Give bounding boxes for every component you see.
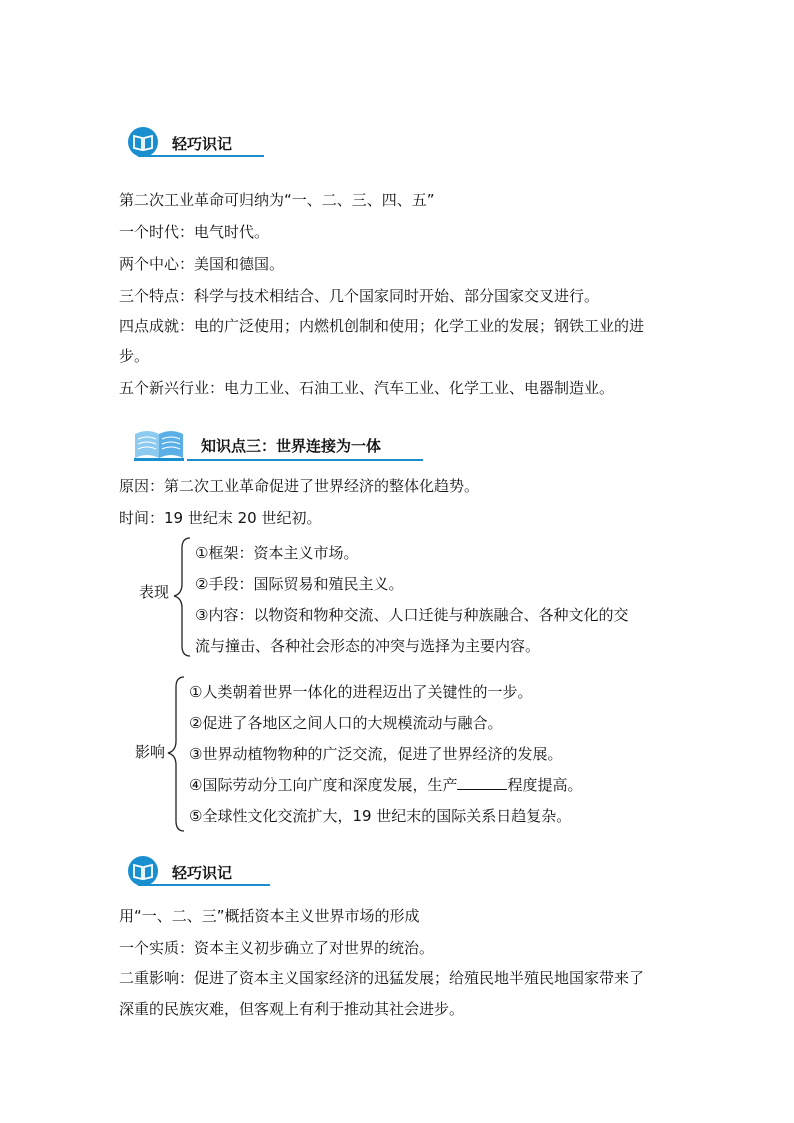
text-line: 两个中心：美国和德国。 [119,255,285,273]
cause-line: 原因：第二次工业革命促进了世界经济的整体化趋势。 [119,477,480,495]
biaoxian-item: 流与撞击、各种社会形态的冲突与选择为主要内容。 [195,637,541,655]
text-line: 二重影响：促进了资本主义国家经济的迅猛发展；给殖民地半殖民地国家带来了 [119,969,645,987]
yingxiang-item: ①人类朝着世界一体化的进程迈出了关键性的一步。 [189,683,533,701]
text-line: 用“一、二、三”概括资本主义世界市场的形成 [119,907,420,925]
section-header-3 [126,855,276,889]
text-line: 深重的民族灾难，但客观上有利于推动其社会进步。 [119,1000,465,1018]
section-header-1 [126,126,266,160]
biaoxian-label: 表现 [139,583,170,601]
text-line: 第二次工业革命可归纳为“一、二、三、四、五” [119,191,435,209]
text-line: 一个实质：资本主义初步确立了对世界的统治。 [119,939,435,957]
yingxiang-item: ⑤全球性文化交流扩大，19 世纪末的国际关系日趋复杂。 [189,807,572,825]
header-underline [138,884,270,886]
biaoxian-item: ②手段：国际贸易和殖民主义。 [195,575,404,593]
text-line: 三个特点：科学与技术相结合、几个国家同时开始、部分国家交叉进行。 [119,287,600,305]
text-line: 一个时代：电气时代。 [119,223,270,241]
time-line: 时间：19 世纪末 20 世纪初。 [119,509,322,527]
left-brace [164,675,188,833]
yingxiang-item: ③世界动植物物种的广泛交流，促进了世界经济的发展。 [189,745,563,763]
yingxiang-label: 影响 [135,743,166,761]
biaoxian-item: ①框架：资本主义市场。 [195,544,359,562]
biaoxian-item: ③内容：以物资和物种交流、人口迁徙与种族融合、各种文化的交 [195,606,629,624]
yingxiang-item: ④国际劳动分工向广度和深度发展，生产 程度提高。 [189,776,583,794]
text-line: 步。 [119,347,150,365]
open-book-icon [133,428,185,462]
header-underline [187,459,423,461]
section-title: 知识点三：世界连接为一体 [201,437,382,455]
text-line: 四点成就：电的广泛使用；内燃机创制和使用；化学工业的发展；钢铁工业的进 [119,317,645,335]
fill-in-blank[interactable] [457,775,507,790]
header-underline [138,155,264,157]
section-title: 轻巧识记 [172,864,233,882]
section-title: 轻巧识记 [172,135,233,153]
text-line: 五个新兴行业：电力工业、石油工业、汽车工业、化学工业、电器制造业。 [119,379,615,397]
yingxiang-item: ②促进了各地区之间人口的大规模流动与融合。 [189,714,503,732]
left-brace [170,536,194,660]
section-header-2 [133,428,433,464]
